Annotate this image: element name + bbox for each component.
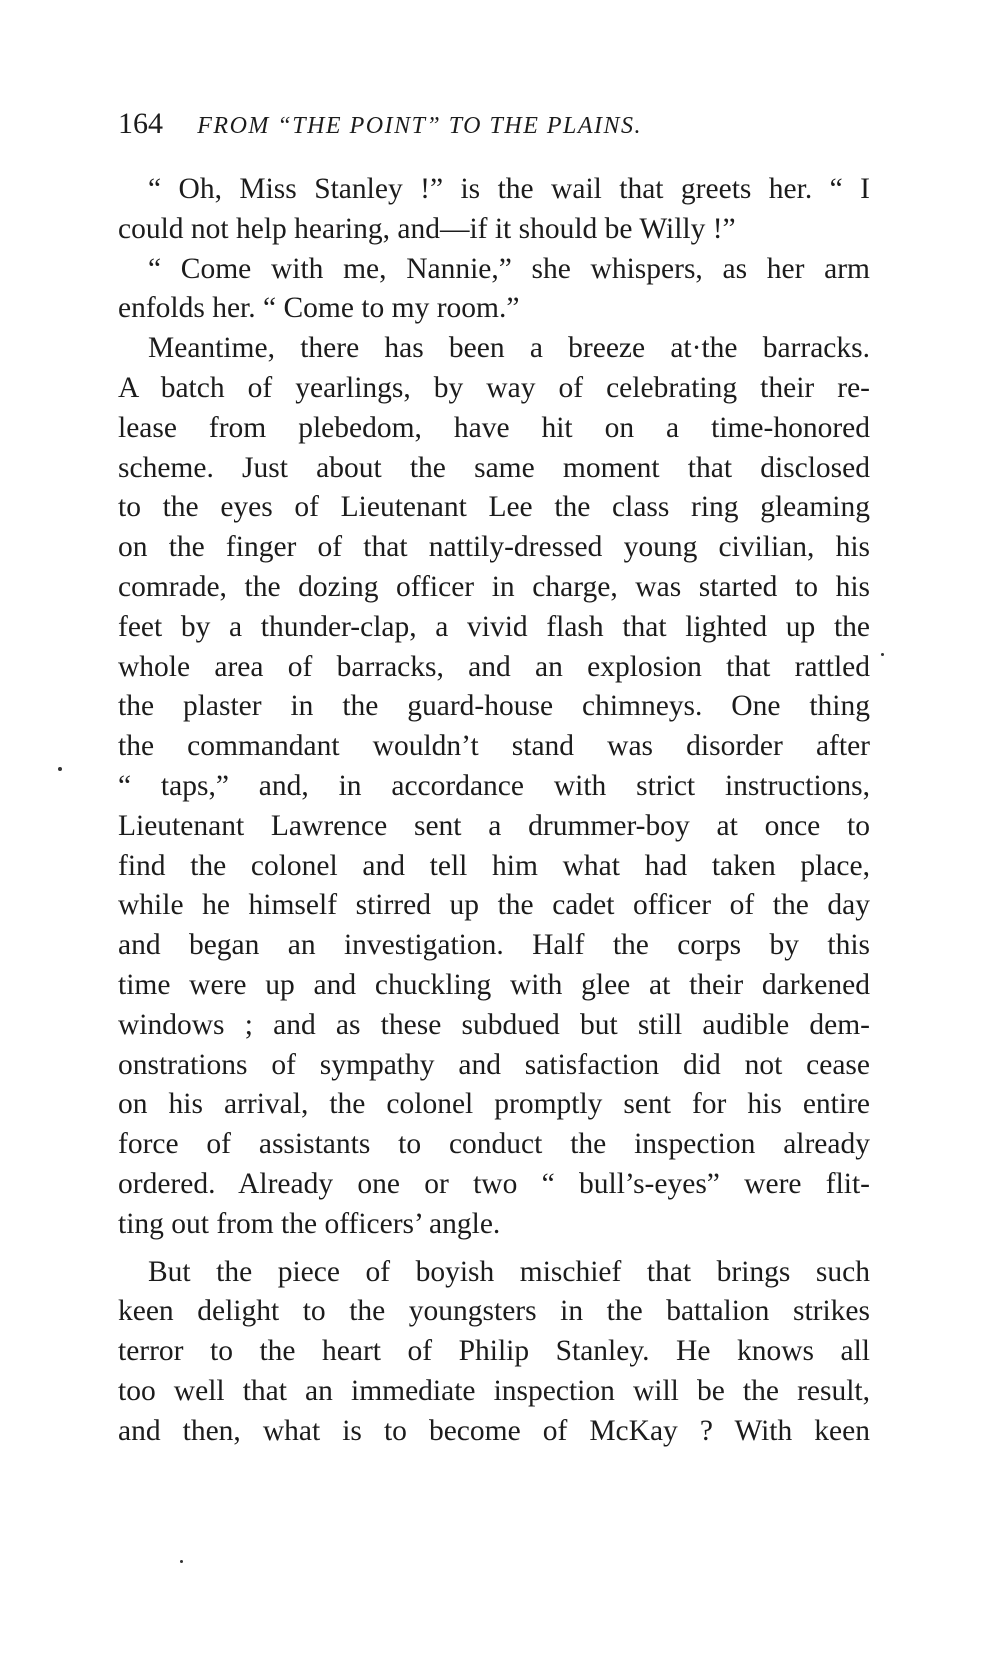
text-line: to the eyes of Lieutenant Lee the class ring gleaming [118,491,870,524]
text-line: Lieutenant Lawrence sent a drummer-boy at once to [118,809,870,842]
text-line: enfolds her. “ Come to my room.” [118,292,520,325]
paragraph-gap [118,1245,870,1253]
text-line: force of assistants to conduct the inspection already [118,1128,870,1161]
text-line: find the colonel and tell him what had taken place, [118,849,870,882]
text-line: and began an investigation. Half the corps by this [118,929,870,962]
page-number: 164 [118,107,163,140]
text-line: “ taps,” and, in accordance with strict instructions, [118,769,870,802]
paragraph [118,170,870,250]
text-line: lease from plebedom, have hit on a time-honored [118,411,870,444]
text-line: too well that an immediate inspection will be the result, [118,1374,870,1407]
text-line: A batch of yearlings, by way of celebrating their re- [118,371,870,404]
running-head [118,104,878,144]
paragraph [118,250,870,330]
text-line: scheme. Just about the same moment that disclosed [118,451,870,484]
text-line: terror to the heart of Philip Stanley. He knows all [118,1335,870,1368]
text-line: the plaster in the guard-house chimneys. One thing [118,690,870,723]
text-line: ting out from the officers’ angle. [118,1207,501,1240]
text-line: onstrations of sympathy and satisfaction did not cease [118,1048,870,1081]
text-line: ordered. Already one or two “ bull’s-eyes” were flit- [118,1167,870,1200]
text-line: on his arrival, the colonel promptly sent for his entire [118,1088,870,1121]
text-line: windows ; and as these subdued but still audible dem- [118,1008,870,1041]
text-line: the commandant wouldn’t stand was disorder after [118,730,870,763]
running-head-title: FROM “THE POINT” TO THE PLAINS. [197,113,643,139]
paragraph [118,329,870,1244]
text-line: and then, what is to become of McKay ? With keen [118,1414,870,1447]
print-speck [58,767,62,771]
text-line: whole area of barracks, and an explosion that rattled [118,650,870,683]
text-line: comrade, the dozing officer in charge, was started to his [118,570,870,603]
text-line: But the piece of boyish mischief that brings such [148,1255,870,1288]
body-text [118,170,870,1452]
text-line: on the finger of that nattily-dressed young civilian, his [118,531,870,564]
print-speck [180,1560,183,1563]
text-line: while he himself stirred up the cadet officer of the day [118,889,870,922]
text-line: Meantime, there has been a breeze at·the barracks. [148,332,870,365]
text-line: feet by a thunder-clap, a vivid flash that lighted up the [118,610,870,643]
text-line: could not help hearing, and—if it should be Willy !” [118,212,736,245]
text-line: time were up and chuckling with glee at their darkened [118,968,870,1001]
paragraph [118,1253,870,1452]
text-line: “ Oh, Miss Stanley !” is the wail that greets her. “ I [148,173,870,205]
text-line: “ Come with me, Nannie,” she whispers, as her arm [148,252,870,285]
print-speck [881,653,884,656]
text-line: keen delight to the youngsters in the battalion strikes [118,1295,870,1328]
